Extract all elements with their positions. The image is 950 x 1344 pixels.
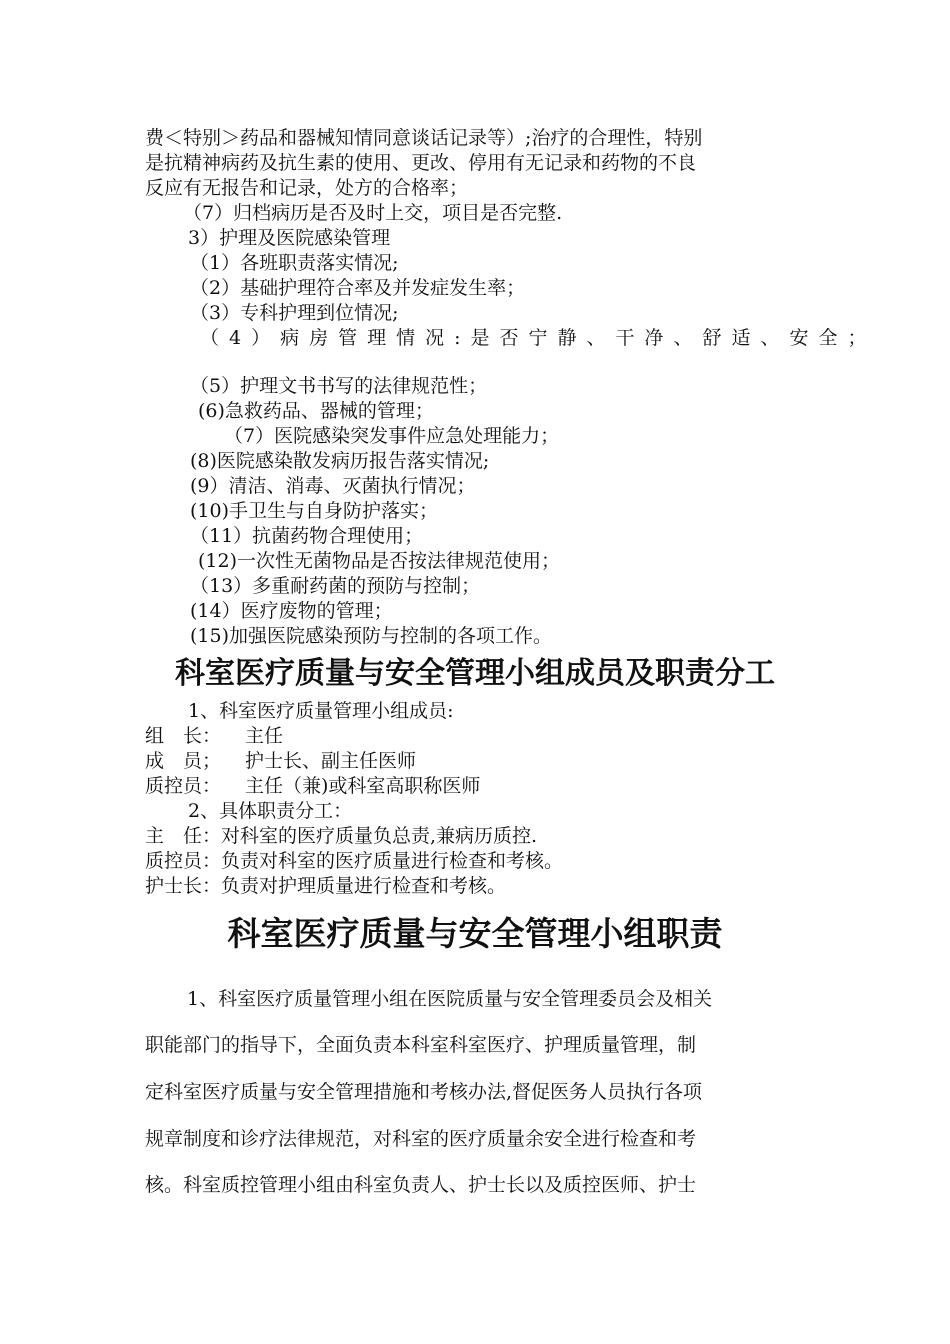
list-item: （13）多重耐药菌的预防与控制；: [190, 575, 481, 597]
members-heading: 1、科室医疗质量管理小组成员:: [188, 700, 454, 722]
section-title: 科室医疗质量与安全管理小组职责: [227, 914, 723, 953]
intro-line: 反应有无报告和记录，处方的合格率；: [145, 177, 469, 199]
intro-line: （7）归档病历是否及时上交，项目是否完整.: [183, 202, 563, 224]
duty-row: 护士长：负责对护理质量进行检查和考核。: [145, 875, 507, 897]
member-role: 组 长：: [145, 725, 222, 747]
list-item: (6)急救药品、器械的管理；: [198, 400, 434, 422]
body-line: 定科室医疗质量与安全管理措施和考核办法,督促医务人员执行各项: [145, 1081, 703, 1103]
body-line: 核。科室质控管理小组由科室负责人、护士长以及质控医师、护士: [145, 1174, 697, 1196]
list-item: (14）医疗废物的管理；: [190, 600, 393, 622]
member-value: 护士长、副主任医师: [245, 750, 417, 772]
section-heading: 3）护理及医院感染管理: [188, 227, 391, 249]
member-value: 主任: [245, 725, 284, 747]
list-item: (9）清洁、消毒、灭菌执行情况；: [190, 475, 476, 497]
list-item: （11）抗菌药物合理使用；: [190, 525, 424, 547]
list-item: （3）专科护理到位情况;: [190, 302, 399, 324]
list-item: （2）基础护理符合率及并发症发生率；: [190, 277, 526, 299]
duty-row: 主 任：对科室的医疗质量负总责,兼病历质控.: [145, 825, 538, 847]
member-value: 主任（兼)或科室高职称医师: [245, 775, 481, 797]
list-item: （1）各班职责落实情况;: [190, 252, 399, 274]
list-item: (12)一次性无菌物品是否按法律规范使用；: [198, 550, 561, 572]
list-item: (15)加强医院感染预防与控制的各项工作。: [190, 625, 553, 647]
body-line: 规章制度和诊疗法律规范，对科室的医疗质量余安全进行检查和考: [145, 1128, 697, 1150]
duties-heading: 2、具体职责分工：: [188, 800, 353, 822]
list-item: （4）病房管理情况:是否宁静、干净、舒适、安全；: [200, 327, 877, 349]
body-line: 职能部门的指导下，全面负责本科室科室医疗、护理质量管理，制: [145, 1034, 697, 1056]
member-role: 质控员：: [145, 775, 222, 797]
list-item: （5）护理文书书写的法律规范性；: [190, 375, 488, 397]
list-item: (10)手卫生与自身防护落实；: [190, 500, 439, 522]
list-item: (8)医院感染散发病历报告落实情况;: [190, 450, 490, 472]
intro-line: 是抗精神病药及抗生素的使用、更改、停用有无记录和药物的不良: [145, 152, 697, 174]
body-line: 1、科室医疗质量管理小组在医院质量与安全管理委员会及相关: [187, 988, 713, 1010]
section-title: 科室医疗质量与安全管理小组成员及职责分工: [175, 656, 775, 691]
member-role: 成 员；: [145, 750, 222, 772]
intro-line: 费＜特别＞药品和器械知情同意谈话记录等）;治疗的合理性，特别: [145, 127, 703, 149]
list-item: （7）医院感染突发事件应急处理能力；: [224, 425, 560, 447]
duty-row: 质控员：负责对科室的医疗质量进行检查和考核。: [145, 850, 564, 872]
